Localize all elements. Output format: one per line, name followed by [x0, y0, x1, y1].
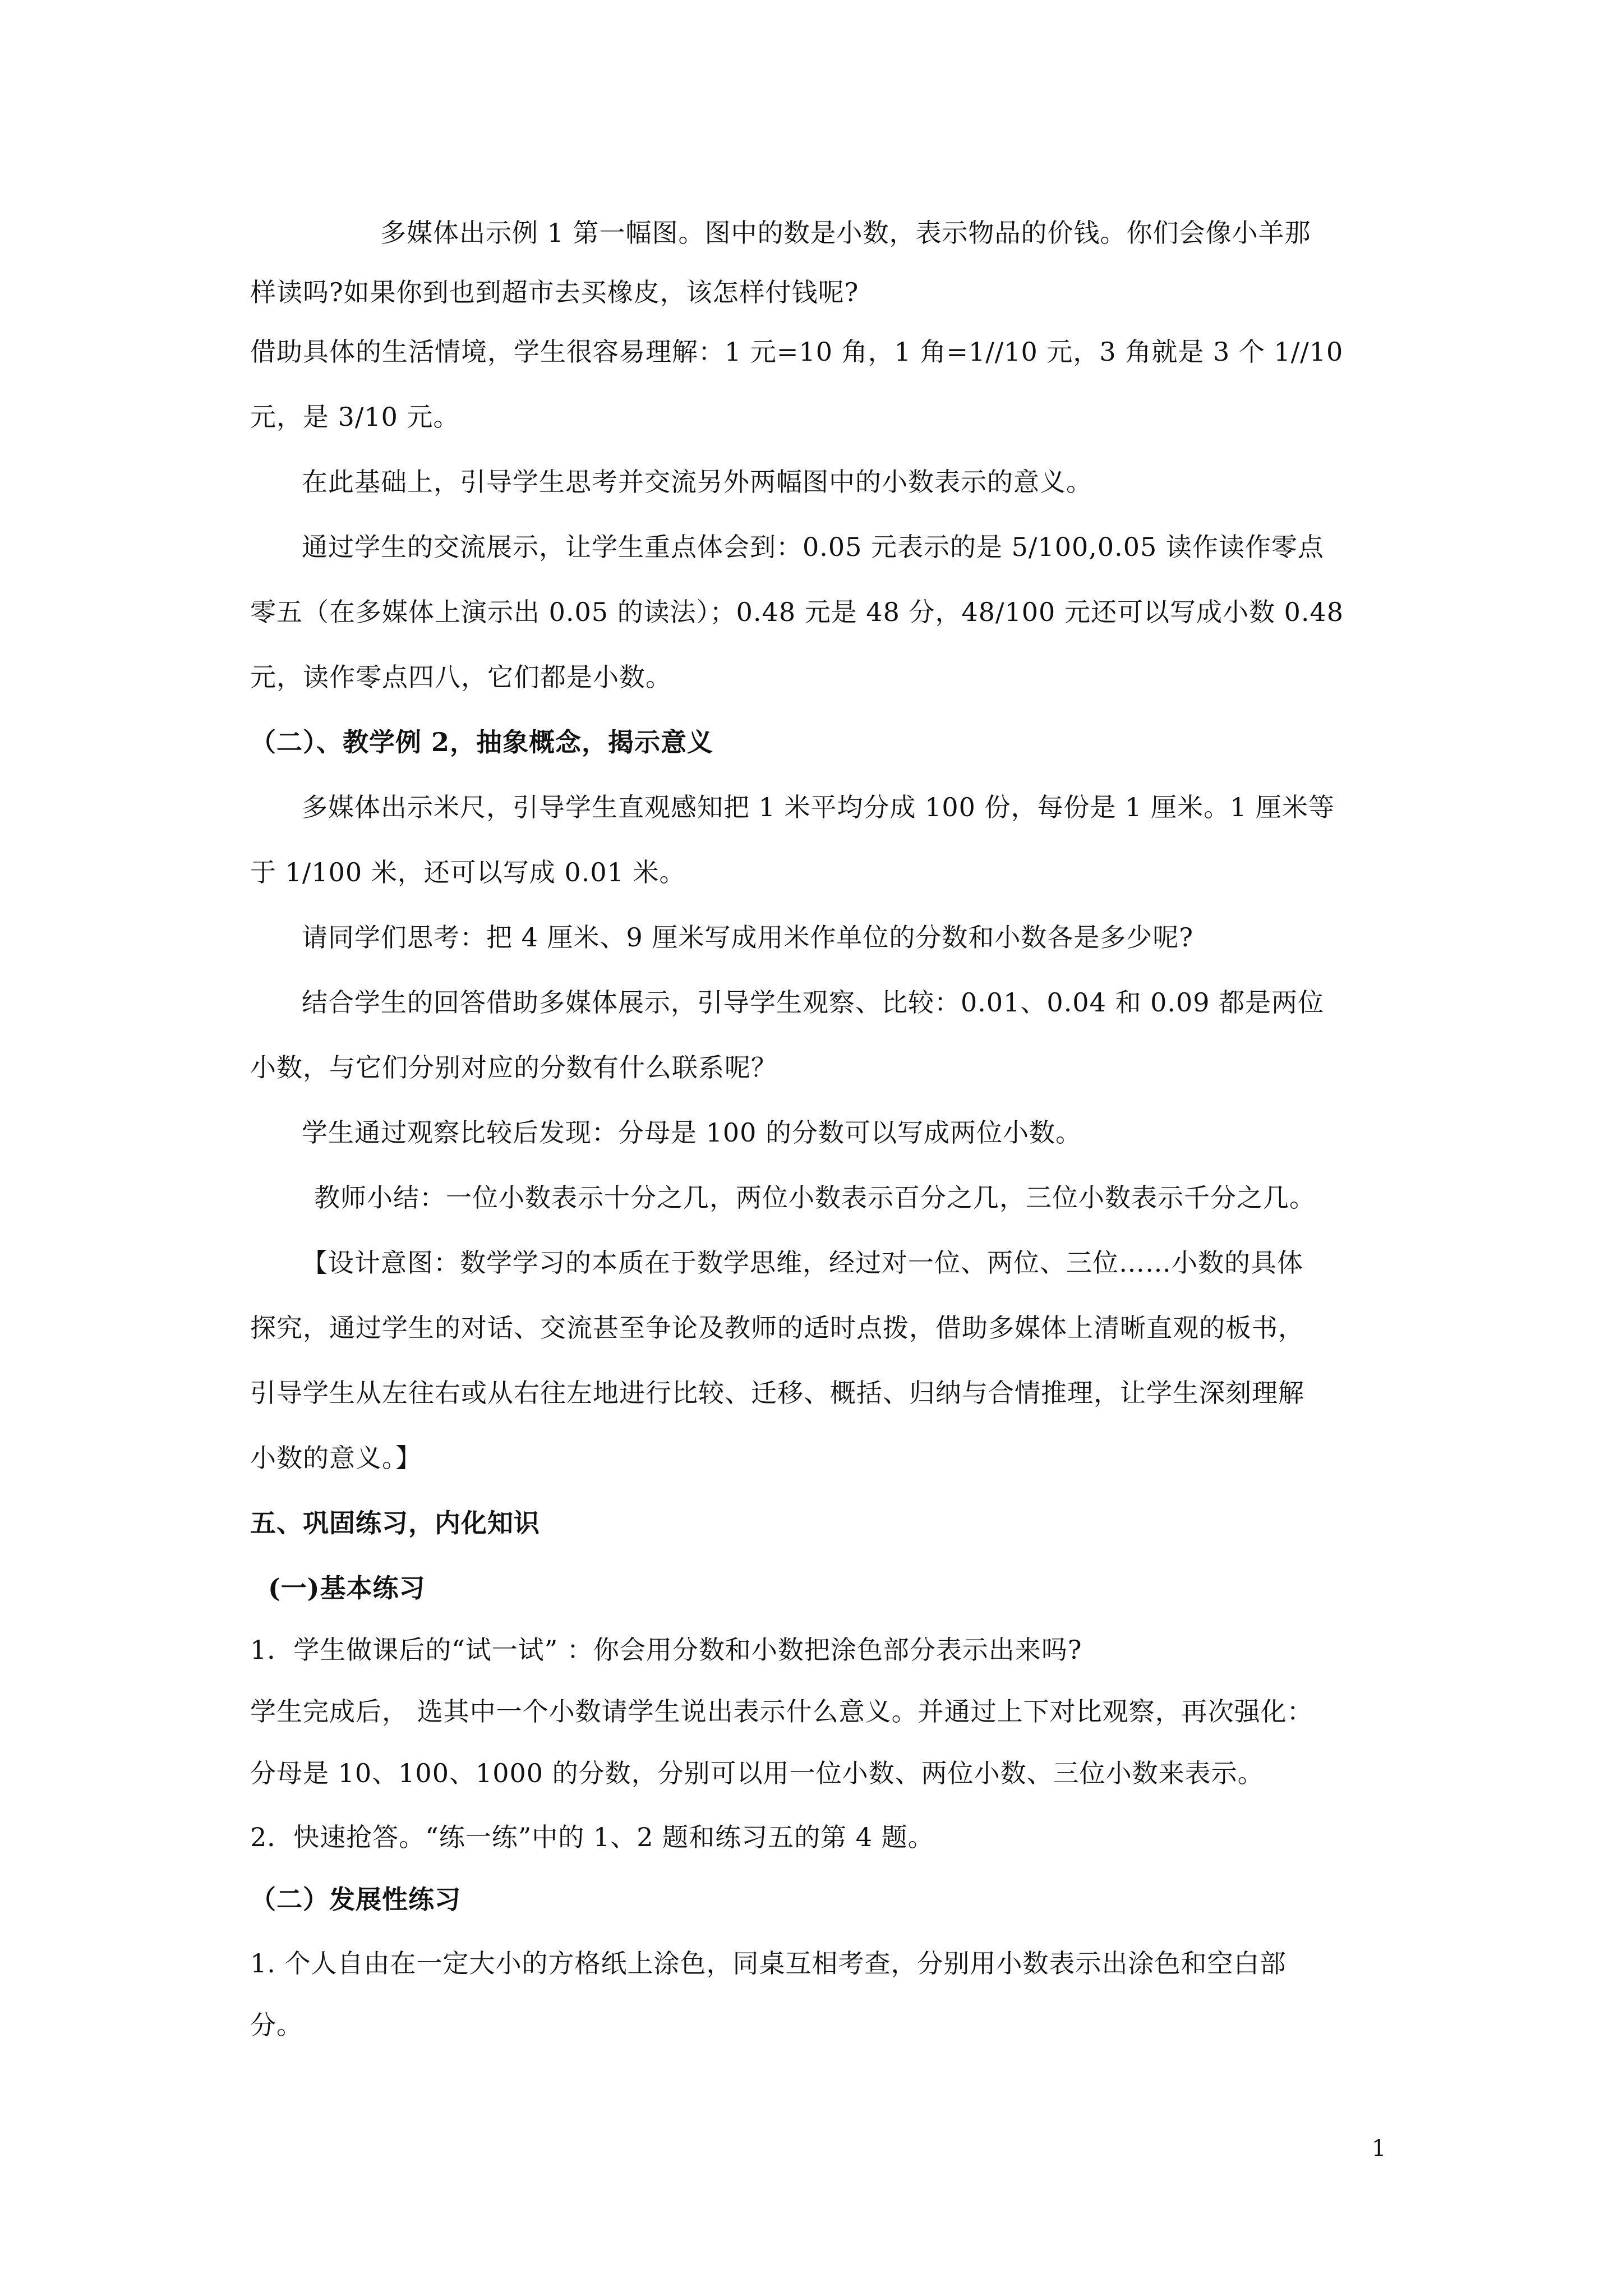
paragraph-line: 多媒体出示米尺，引导学生直观感知把 1 米平均分成 100 份，每份是 1 厘米。1 厘米等	[302, 792, 1335, 822]
paragraph-line: 请同学们思考：把 4 厘米、9 厘米写成用米作单位的分数和小数各是多少呢?	[302, 922, 1194, 953]
section-heading: 五、巩固练习，内化知识	[250, 1508, 540, 1538]
paragraph-line: 于 1/100 米，还可以写成 0.01 米。	[250, 857, 686, 887]
subsection-heading: (一)基本练习	[268, 1573, 426, 1603]
paragraph-line: 多媒体出示例 1 第一幅图。图中的数是小数，表示物品的价钱。你们会像小羊那	[380, 218, 1311, 248]
paragraph-line: 小数的意义。】	[250, 1443, 422, 1473]
paragraph-line: 借助具体的生活情境，学生很容易理解：1 元=10 角，1 角=1//10 元，3 角就是 3 个 1//10	[250, 337, 1344, 367]
paragraph-line: 小数，与它们分别对应的分数有什么联系呢？	[250, 1052, 777, 1083]
paragraph-line: 元，是 3/10 元。	[250, 402, 460, 432]
paragraph-line: 在此基础上，引导学生思考并交流另外两幅图中的小数表示的意义。	[302, 467, 1092, 497]
paragraph-line: 1．学生做课后的“试一试” ：你会用分数和小数把涂色部分表示出来吗?	[250, 1635, 1082, 1665]
paragraph-line: 分母是 10、100、1000 的分数，分别可以用一位小数、两位小数、三位小数来表示。	[250, 1758, 1264, 1788]
paragraph-line: 元，读作零点四八，它们都是小数。	[250, 662, 672, 692]
paragraph-line: 2．快速抢答。“练一练”中的 1、2 题和练习五的第 4 题。	[250, 1822, 934, 1852]
paragraph-line: 学生完成后， 选其中一个小数请学生说出表示什么意义。并通过上下对比观察，再次强化：	[250, 1696, 1313, 1727]
subsection-heading: （二）发展性练习	[250, 1884, 461, 1915]
paragraph-line: 1. 个人自由在一定大小的方格纸上涂色，同桌互相考查，分别用小数表示出涂色和空白部	[250, 1948, 1287, 1978]
paragraph-line: 教师小结：一位小数表示十分之几，两位小数表示百分之几，三位小数表示千分之几。	[314, 1182, 1316, 1213]
page-number: 1	[1372, 2136, 1386, 2161]
paragraph-line: 【设计意图：数学学习的本质在于数学思维，经过对一位、两位、三位……小数的具体	[302, 1248, 1303, 1278]
paragraph-line: 样读吗?如果你到也到超市去买橡皮，该怎样付钱呢?	[250, 277, 859, 307]
paragraph-line: 分。	[250, 2010, 303, 2040]
section-heading: （二）、教学例 2，抽象概念，揭示意义	[250, 727, 714, 757]
paragraph-line: 结合学生的回答借助多媒体展示，引导学生观察、比较：0.01、0.04 和 0.09 都是两位	[302, 987, 1325, 1018]
paragraph-line: 引导学生从左往右或从右往左地进行比较、迁移、概括、归纳与合情推理，让学生深刻理解	[250, 1378, 1304, 1408]
paragraph-line: 通过学生的交流展示，让学生重点体会到：0.05 元表示的是 5/100,0.05 读作读作零点	[302, 532, 1324, 562]
paragraph-line: 学生通过观察比较后发现：分母是 100 的分数可以写成两位小数。	[302, 1117, 1082, 1148]
paragraph-line: 零五（在多媒体上演示出 0.05 的读法）；0.48 元是 48 分，48/100 元还可以写成小数 0.48	[250, 597, 1344, 627]
paragraph-line: 探究，通过学生的对话、交流甚至争论及教师的适时点拨，借助多媒体上清晰直观的板书，	[250, 1313, 1304, 1343]
